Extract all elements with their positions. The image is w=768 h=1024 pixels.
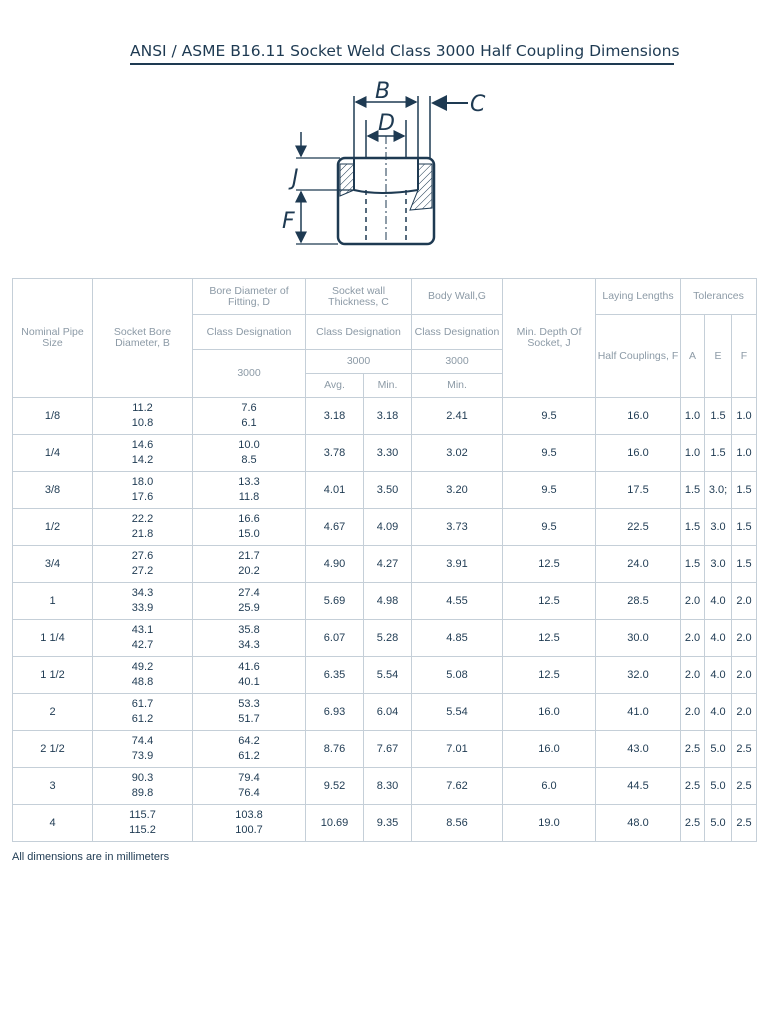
cell-socket-bore-max: 49.2 bbox=[131, 661, 154, 673]
cell-min-depth: 19.0 bbox=[503, 805, 596, 842]
cell-min-depth: 12.5 bbox=[503, 546, 596, 583]
cell-bore-diameter-min: 76.4 bbox=[238, 787, 260, 799]
cell-bore-diameter bbox=[193, 583, 306, 620]
cell-half-coupling: 30.0 bbox=[596, 620, 681, 657]
cell-tol-e: 1.5 bbox=[705, 398, 732, 435]
cell-socket-bore-max: 18.0 bbox=[131, 476, 154, 488]
cell-bore-diameter-max: 35.8 bbox=[238, 624, 260, 636]
table-row bbox=[13, 657, 757, 694]
cell-min-depth: 9.5 bbox=[503, 509, 596, 546]
cell-socket-bore-min: 89.8 bbox=[131, 787, 154, 799]
header-socket-wall: Socket wall Thickness, C bbox=[306, 279, 412, 315]
cell-socket-bore-min: 21.8 bbox=[131, 528, 154, 540]
table-row bbox=[13, 694, 757, 731]
label-b: B bbox=[375, 79, 391, 104]
cell-min-depth: 12.5 bbox=[503, 583, 596, 620]
cell-tol-e: 3.0; bbox=[705, 472, 732, 509]
label-c: C bbox=[470, 92, 486, 117]
cell-wall-min: 5.28 bbox=[364, 620, 412, 657]
cell-socket-bore-max: 22.2 bbox=[131, 513, 154, 525]
header-tol-a: A bbox=[681, 315, 705, 398]
cell-bore-diameter-max: 41.6 bbox=[238, 661, 260, 673]
cell-tol-f: 2.0 bbox=[732, 694, 757, 731]
cell-wall-min: 8.30 bbox=[364, 768, 412, 805]
cell-bore-diameter-max: 103.8 bbox=[235, 809, 263, 821]
cell-tol-e: 4.0 bbox=[705, 583, 732, 620]
cell-tol-a: 2.0 bbox=[681, 583, 705, 620]
header-tolerances: Tolerances bbox=[681, 279, 757, 315]
cell-wall-avg: 6.07 bbox=[306, 620, 364, 657]
cell-socket-bore-min: 10.8 bbox=[131, 417, 154, 429]
cell-body-wall: 3.73 bbox=[412, 509, 503, 546]
cell-body-wall: 3.91 bbox=[412, 546, 503, 583]
header-tol-f: F bbox=[732, 315, 757, 398]
cell-bore-diameter bbox=[193, 731, 306, 768]
cell-tol-f: 1.5 bbox=[732, 546, 757, 583]
cell-socket-bore bbox=[93, 546, 193, 583]
cell-size: 2 bbox=[13, 694, 93, 731]
cell-tol-a: 2.5 bbox=[681, 731, 705, 768]
cell-socket-bore-min: 42.7 bbox=[131, 639, 154, 651]
cell-min-depth: 12.5 bbox=[503, 657, 596, 694]
cell-size: 3/8 bbox=[13, 472, 93, 509]
cell-body-wall: 4.55 bbox=[412, 583, 503, 620]
cell-wall-min: 4.09 bbox=[364, 509, 412, 546]
cell-tol-f: 2.5 bbox=[732, 768, 757, 805]
cell-bore-diameter-min: 100.7 bbox=[235, 824, 263, 836]
cell-socket-bore-max: 61.7 bbox=[131, 698, 154, 710]
cell-tol-a: 1.0 bbox=[681, 398, 705, 435]
cell-bore-diameter-max: 16.6 bbox=[238, 513, 260, 525]
cell-bore-diameter-min: 61.2 bbox=[238, 750, 260, 762]
cell-bore-diameter-min: 34.3 bbox=[238, 639, 260, 651]
cell-tol-f: 1.0 bbox=[732, 398, 757, 435]
cell-wall-avg: 3.78 bbox=[306, 435, 364, 472]
cell-size: 3 bbox=[13, 768, 93, 805]
cell-bore-diameter-max: 13.3 bbox=[238, 476, 260, 488]
cell-wall-min: 6.04 bbox=[364, 694, 412, 731]
cell-socket-bore-min: 115.2 bbox=[129, 824, 156, 836]
cell-half-coupling: 32.0 bbox=[596, 657, 681, 694]
cell-tol-e: 4.0 bbox=[705, 657, 732, 694]
cell-socket-bore-min: 48.8 bbox=[131, 676, 154, 688]
cell-bore-diameter bbox=[193, 546, 306, 583]
cell-wall-avg: 4.90 bbox=[306, 546, 364, 583]
cell-tol-a: 2.0 bbox=[681, 694, 705, 731]
cell-socket-bore bbox=[93, 657, 193, 694]
cell-tol-e: 4.0 bbox=[705, 694, 732, 731]
header-laying: Laying Lengths bbox=[596, 279, 681, 315]
cell-wall-avg: 5.69 bbox=[306, 583, 364, 620]
table-row bbox=[13, 546, 757, 583]
header-min: Min. bbox=[364, 374, 412, 398]
cell-size: 4 bbox=[13, 805, 93, 842]
cell-tol-e: 3.0 bbox=[705, 509, 732, 546]
header-tol-e: E bbox=[705, 315, 732, 398]
cell-wall-avg: 6.93 bbox=[306, 694, 364, 731]
cell-bore-diameter-max: 53.3 bbox=[238, 698, 260, 710]
cell-tol-e: 5.0 bbox=[705, 731, 732, 768]
cell-socket-bore bbox=[93, 805, 193, 842]
cell-bore-diameter bbox=[193, 768, 306, 805]
cell-socket-bore-max: 34.3 bbox=[131, 587, 154, 599]
cell-half-coupling: 16.0 bbox=[596, 398, 681, 435]
cell-body-wall: 2.41 bbox=[412, 398, 503, 435]
cell-socket-bore-max: 27.6 bbox=[131, 550, 154, 562]
cell-wall-min: 7.67 bbox=[364, 731, 412, 768]
cell-half-coupling: 24.0 bbox=[596, 546, 681, 583]
cell-size: 1/4 bbox=[13, 435, 93, 472]
cell-wall-min: 4.98 bbox=[364, 583, 412, 620]
cell-tol-f: 1.5 bbox=[732, 472, 757, 509]
cell-socket-bore bbox=[93, 620, 193, 657]
table-row bbox=[13, 398, 757, 435]
cell-half-coupling: 41.0 bbox=[596, 694, 681, 731]
table-row bbox=[13, 731, 757, 768]
table-row bbox=[13, 805, 757, 842]
cell-bore-diameter-max: 79.4 bbox=[238, 772, 260, 784]
table-row bbox=[13, 583, 757, 620]
cell-tol-e: 5.0 bbox=[705, 805, 732, 842]
header-min-depth: Min. Depth Of Socket, J bbox=[503, 279, 596, 398]
cell-size: 2 1/2 bbox=[13, 731, 93, 768]
table-row bbox=[13, 620, 757, 657]
cell-half-coupling: 17.5 bbox=[596, 472, 681, 509]
cell-tol-a: 2.5 bbox=[681, 768, 705, 805]
cell-size: 1 bbox=[13, 583, 93, 620]
cell-tol-e: 5.0 bbox=[705, 768, 732, 805]
cell-socket-bore-max: 43.1 bbox=[131, 624, 154, 636]
header-socket-wall-class: Class Designation bbox=[306, 315, 412, 350]
header-socket-bore: Socket Bore Diameter, B bbox=[93, 279, 193, 398]
cell-min-depth: 9.5 bbox=[503, 398, 596, 435]
cell-socket-bore bbox=[93, 768, 193, 805]
cell-half-coupling: 28.5 bbox=[596, 583, 681, 620]
cell-bore-diameter bbox=[193, 472, 306, 509]
header-avg: Avg. bbox=[306, 374, 364, 398]
cell-min-depth: 6.0 bbox=[503, 768, 596, 805]
cell-bore-diameter-min: 6.1 bbox=[241, 417, 257, 429]
cell-socket-bore bbox=[93, 731, 193, 768]
cell-bore-diameter-min: 25.9 bbox=[238, 602, 260, 614]
cell-tol-f: 2.5 bbox=[732, 731, 757, 768]
cell-tol-e: 3.0 bbox=[705, 546, 732, 583]
cell-bore-diameter bbox=[193, 620, 306, 657]
cell-bore-diameter-max: 7.6 bbox=[241, 402, 257, 414]
cell-body-wall: 7.01 bbox=[412, 731, 503, 768]
cell-socket-bore-max: 11.2 bbox=[132, 402, 153, 414]
cell-socket-bore-min: 27.2 bbox=[131, 565, 154, 577]
cell-socket-bore-min: 61.2 bbox=[131, 713, 154, 725]
cell-socket-bore-min: 33.9 bbox=[131, 602, 154, 614]
table-row bbox=[13, 435, 757, 472]
label-j: J bbox=[292, 166, 299, 191]
cell-tol-a: 2.0 bbox=[681, 657, 705, 694]
cell-min-depth: 12.5 bbox=[503, 620, 596, 657]
cell-tol-a: 1.5 bbox=[681, 509, 705, 546]
cell-socket-bore bbox=[93, 472, 193, 509]
label-d: D bbox=[378, 111, 395, 136]
cell-bore-diameter-min: 40.1 bbox=[238, 676, 260, 688]
cell-wall-avg: 10.69 bbox=[306, 805, 364, 842]
cell-socket-bore-max: 74.4 bbox=[131, 735, 154, 747]
header-body-wall: Body Wall,G bbox=[412, 279, 503, 315]
footnote: All dimensions are in millimeters bbox=[12, 851, 170, 863]
cell-bore-diameter bbox=[193, 435, 306, 472]
cell-wall-min: 9.35 bbox=[364, 805, 412, 842]
cell-wall-min: 4.27 bbox=[364, 546, 412, 583]
cell-socket-bore bbox=[93, 583, 193, 620]
cell-bore-diameter bbox=[193, 509, 306, 546]
cell-tol-f: 2.0 bbox=[732, 583, 757, 620]
cell-bore-diameter bbox=[193, 657, 306, 694]
cell-tol-f: 1.0 bbox=[732, 435, 757, 472]
table-row bbox=[13, 509, 757, 546]
cell-wall-avg: 6.35 bbox=[306, 657, 364, 694]
header-body-wall-class: Class Designation bbox=[412, 315, 503, 350]
cell-wall-min: 5.54 bbox=[364, 657, 412, 694]
cell-half-coupling: 16.0 bbox=[596, 435, 681, 472]
label-f: F bbox=[282, 209, 295, 234]
cell-body-wall: 8.56 bbox=[412, 805, 503, 842]
cell-bore-diameter-min: 11.8 bbox=[238, 491, 260, 503]
table-body bbox=[13, 398, 757, 842]
cell-size: 3/4 bbox=[13, 546, 93, 583]
header-bore-diameter: Bore Diameter of Fitting, D bbox=[193, 279, 306, 315]
cell-wall-min: 3.18 bbox=[364, 398, 412, 435]
header-body-wall-3000: 3000 bbox=[412, 350, 503, 374]
cell-bore-diameter-min: 20.2 bbox=[238, 565, 260, 577]
cell-wall-avg: 8.76 bbox=[306, 731, 364, 768]
cell-socket-bore-max: 14.6 bbox=[131, 439, 154, 451]
cell-tol-a: 1.5 bbox=[681, 546, 705, 583]
cell-min-depth: 16.0 bbox=[503, 731, 596, 768]
cell-body-wall: 5.54 bbox=[412, 694, 503, 731]
cell-tol-f: 2.5 bbox=[732, 805, 757, 842]
cell-size: 1 1/4 bbox=[13, 620, 93, 657]
cell-socket-bore-min: 73.9 bbox=[131, 750, 154, 762]
cell-socket-bore-max: 115.7 bbox=[129, 809, 156, 821]
dimensions-table bbox=[12, 278, 757, 842]
cell-bore-diameter bbox=[193, 805, 306, 842]
cell-bore-diameter bbox=[193, 694, 306, 731]
cell-size: 1/8 bbox=[13, 398, 93, 435]
cell-bore-diameter-max: 27.4 bbox=[238, 587, 260, 599]
cell-half-coupling: 48.0 bbox=[596, 805, 681, 842]
cell-tol-a: 2.0 bbox=[681, 620, 705, 657]
cell-socket-bore bbox=[93, 435, 193, 472]
cell-wall-min: 3.30 bbox=[364, 435, 412, 472]
cell-body-wall: 5.08 bbox=[412, 657, 503, 694]
cell-bore-diameter bbox=[193, 398, 306, 435]
table-row bbox=[13, 472, 757, 509]
header-body-wall-min: Min. bbox=[412, 374, 503, 398]
cell-bore-diameter-max: 10.0 bbox=[238, 439, 260, 451]
cell-wall-avg: 4.01 bbox=[306, 472, 364, 509]
cell-socket-bore bbox=[93, 398, 193, 435]
cell-min-depth: 9.5 bbox=[503, 472, 596, 509]
cell-socket-bore-max: 90.3 bbox=[131, 772, 154, 784]
cell-tol-e: 1.5 bbox=[705, 435, 732, 472]
cell-min-depth: 16.0 bbox=[503, 694, 596, 731]
header-socket-wall-3000: 3000 bbox=[306, 350, 412, 374]
cell-bore-diameter-min: 51.7 bbox=[238, 713, 260, 725]
cell-wall-min: 3.50 bbox=[364, 472, 412, 509]
cell-tol-f: 2.0 bbox=[732, 657, 757, 694]
cell-bore-diameter-max: 21.7 bbox=[238, 550, 260, 562]
cell-socket-bore bbox=[93, 509, 193, 546]
coupling-diagram bbox=[270, 78, 500, 264]
cell-bore-diameter-min: 8.5 bbox=[241, 454, 257, 466]
cell-bore-diameter-min: 15.0 bbox=[238, 528, 260, 540]
cell-socket-bore-min: 14.2 bbox=[131, 454, 154, 466]
cell-body-wall: 3.02 bbox=[412, 435, 503, 472]
cell-wall-avg: 3.18 bbox=[306, 398, 364, 435]
cell-half-coupling: 22.5 bbox=[596, 509, 681, 546]
cell-size: 1 1/2 bbox=[13, 657, 93, 694]
cell-socket-bore-min: 17.6 bbox=[131, 491, 154, 503]
cell-half-coupling: 43.0 bbox=[596, 731, 681, 768]
cell-tol-f: 2.0 bbox=[732, 620, 757, 657]
cell-wall-avg: 9.52 bbox=[306, 768, 364, 805]
header-half-couplings: Half Couplings, F bbox=[596, 315, 681, 398]
cell-body-wall: 7.62 bbox=[412, 768, 503, 805]
cell-min-depth: 9.5 bbox=[503, 435, 596, 472]
cell-tol-a: 1.0 bbox=[681, 435, 705, 472]
page-title: ANSI / ASME B16.11 Socket Weld Class 3000 Half Coupling Dimensions bbox=[130, 42, 674, 65]
cell-wall-avg: 4.67 bbox=[306, 509, 364, 546]
cell-tol-a: 1.5 bbox=[681, 472, 705, 509]
cell-tol-f: 1.5 bbox=[732, 509, 757, 546]
cell-tol-a: 2.5 bbox=[681, 805, 705, 842]
header-class-designation: Class Designation bbox=[193, 315, 306, 350]
header-class-3000: 3000 bbox=[193, 350, 306, 398]
cell-bore-diameter-max: 64.2 bbox=[238, 735, 260, 747]
cell-tol-e: 4.0 bbox=[705, 620, 732, 657]
cell-body-wall: 4.85 bbox=[412, 620, 503, 657]
cell-half-coupling: 44.5 bbox=[596, 768, 681, 805]
header-nominal: Nominal Pipe Size bbox=[13, 279, 93, 398]
cell-socket-bore bbox=[93, 694, 193, 731]
cell-size: 1/2 bbox=[13, 509, 93, 546]
cell-body-wall: 3.20 bbox=[412, 472, 503, 509]
table-row bbox=[13, 768, 757, 805]
